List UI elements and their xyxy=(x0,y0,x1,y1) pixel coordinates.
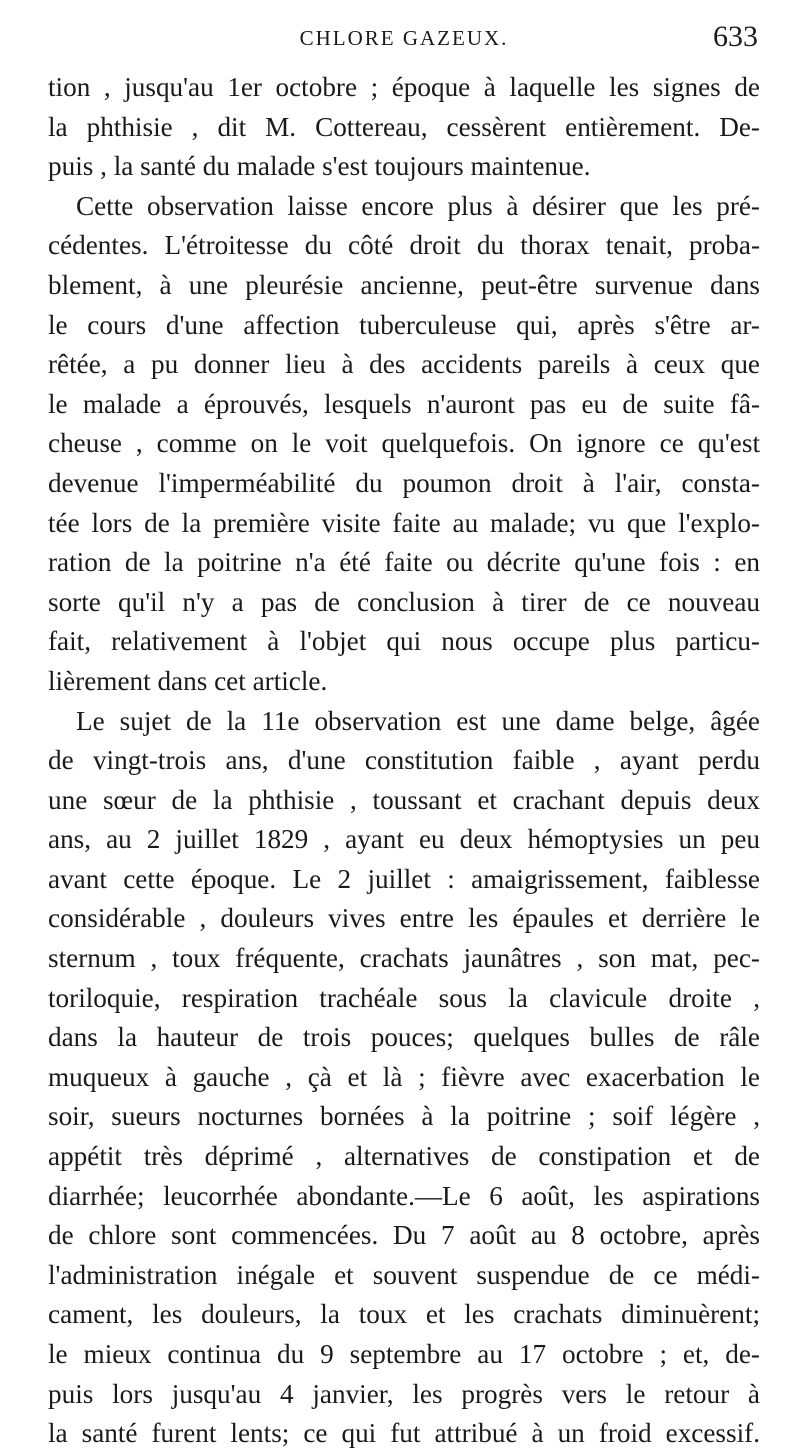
text-line: puis , la santé du malade s'est toujours maintenue. xyxy=(48,151,591,182)
text-line: fait, relativement à l'objet qui nous occupe plus particu- xyxy=(48,626,760,657)
text-line: Le sujet de la 11e observation est une dame belge, âgée xyxy=(76,705,760,736)
text-line: ans, au 2 juillet 1829 , ayant eu deux hémoptysies un peu xyxy=(48,824,760,855)
text-line: la phthisie , dit M. Cottereau, cessèrent entièrement. De- xyxy=(48,111,760,142)
page-number: 633 xyxy=(713,20,758,53)
text-line: l'administration inégale et souvent suspendue de ce médi- xyxy=(48,1259,760,1290)
running-title: CHLORE GAZEUX. xyxy=(299,26,509,50)
text-line: considérable , douleurs vives entre les épaules et derrière le xyxy=(48,903,760,934)
text-line: ration de la poitrine n'a été faite ou décrite qu'une fois : en xyxy=(48,547,760,578)
body-text xyxy=(48,68,760,1454)
text-line: tée lors de la première visite faite au malade; vu que l'explo- xyxy=(48,507,760,538)
text-line: lièrement dans cet article. xyxy=(48,665,328,696)
text-line: le malade a éprouvés, lesquels n'auront pas eu de suite fâ- xyxy=(48,388,760,419)
text-line: rêtée, a pu donner lieu à des accidents pareils à ceux que xyxy=(48,349,760,380)
page-header xyxy=(48,18,760,58)
text-line: cédentes. L'étroitesse du côté droit du thorax tenait, proba- xyxy=(48,230,760,261)
text-line: Cette observation laisse encore plus à désirer que les pré- xyxy=(76,190,760,221)
text-line: de chlore sont commencées. Du 7 août au 8 octobre, après xyxy=(48,1220,760,1251)
text-line: appétit très déprimé , alternatives de constipation et de xyxy=(48,1141,760,1172)
text-line: blement, à une pleurésie ancienne, peut-être survenue dans xyxy=(48,269,760,300)
text-line: toriloquie, respiration trachéale sous la clavicule droite , xyxy=(48,982,760,1013)
text-line: diarrhée; leucorrhée abondante.—Le 6 août, les aspirations xyxy=(48,1180,760,1211)
text-line: cament, les douleurs, la toux et les crachats diminuèrent; xyxy=(48,1299,760,1330)
text-line: tion , jusqu'au 1er octobre ; époque à laquelle les signes de xyxy=(48,72,760,102)
text-line: devenue l'imperméabilité du poumon droit à l'air, consta- xyxy=(48,467,760,498)
text-line: cheuse , comme on le voit quelquefois. On ignore ce qu'est xyxy=(48,428,760,459)
text-line: muqueux à gauche , çà et là ; fièvre avec exacerbation le xyxy=(48,1061,760,1092)
text-line: le cours d'une affection tuberculeuse qui, après s'être ar- xyxy=(48,309,760,340)
text-line: soir, sueurs nocturnes bornées à la poitrine ; soif légère , xyxy=(48,1101,760,1132)
text-line: dans la hauteur de trois pouces; quelques bulles de râle xyxy=(48,1022,760,1053)
text-line: avant cette époque. Le 2 juillet : amaigrissement, faiblesse xyxy=(48,863,760,894)
text-line: une sœur de la phthisie , toussant et crachant depuis deux xyxy=(48,784,760,815)
text-line: sorte qu'il n'y a pas de conclusion à tirer de ce nouveau xyxy=(48,586,760,617)
text-line: de vingt-trois ans, d'une constitution faible , ayant perdu xyxy=(48,745,760,776)
text-line: puis lors jusqu'au 4 janvier, les progrès vers le retour à xyxy=(48,1378,760,1409)
text-line: le mieux continua du 9 septembre au 17 octobre ; et, de- xyxy=(48,1339,760,1369)
text-line: la santé furent lents; ce qui fut attribué à un froid excessif. xyxy=(48,1418,760,1449)
text-line: sternum , toux fréquente, crachats jaunâtres , son mat, pec- xyxy=(48,943,760,974)
